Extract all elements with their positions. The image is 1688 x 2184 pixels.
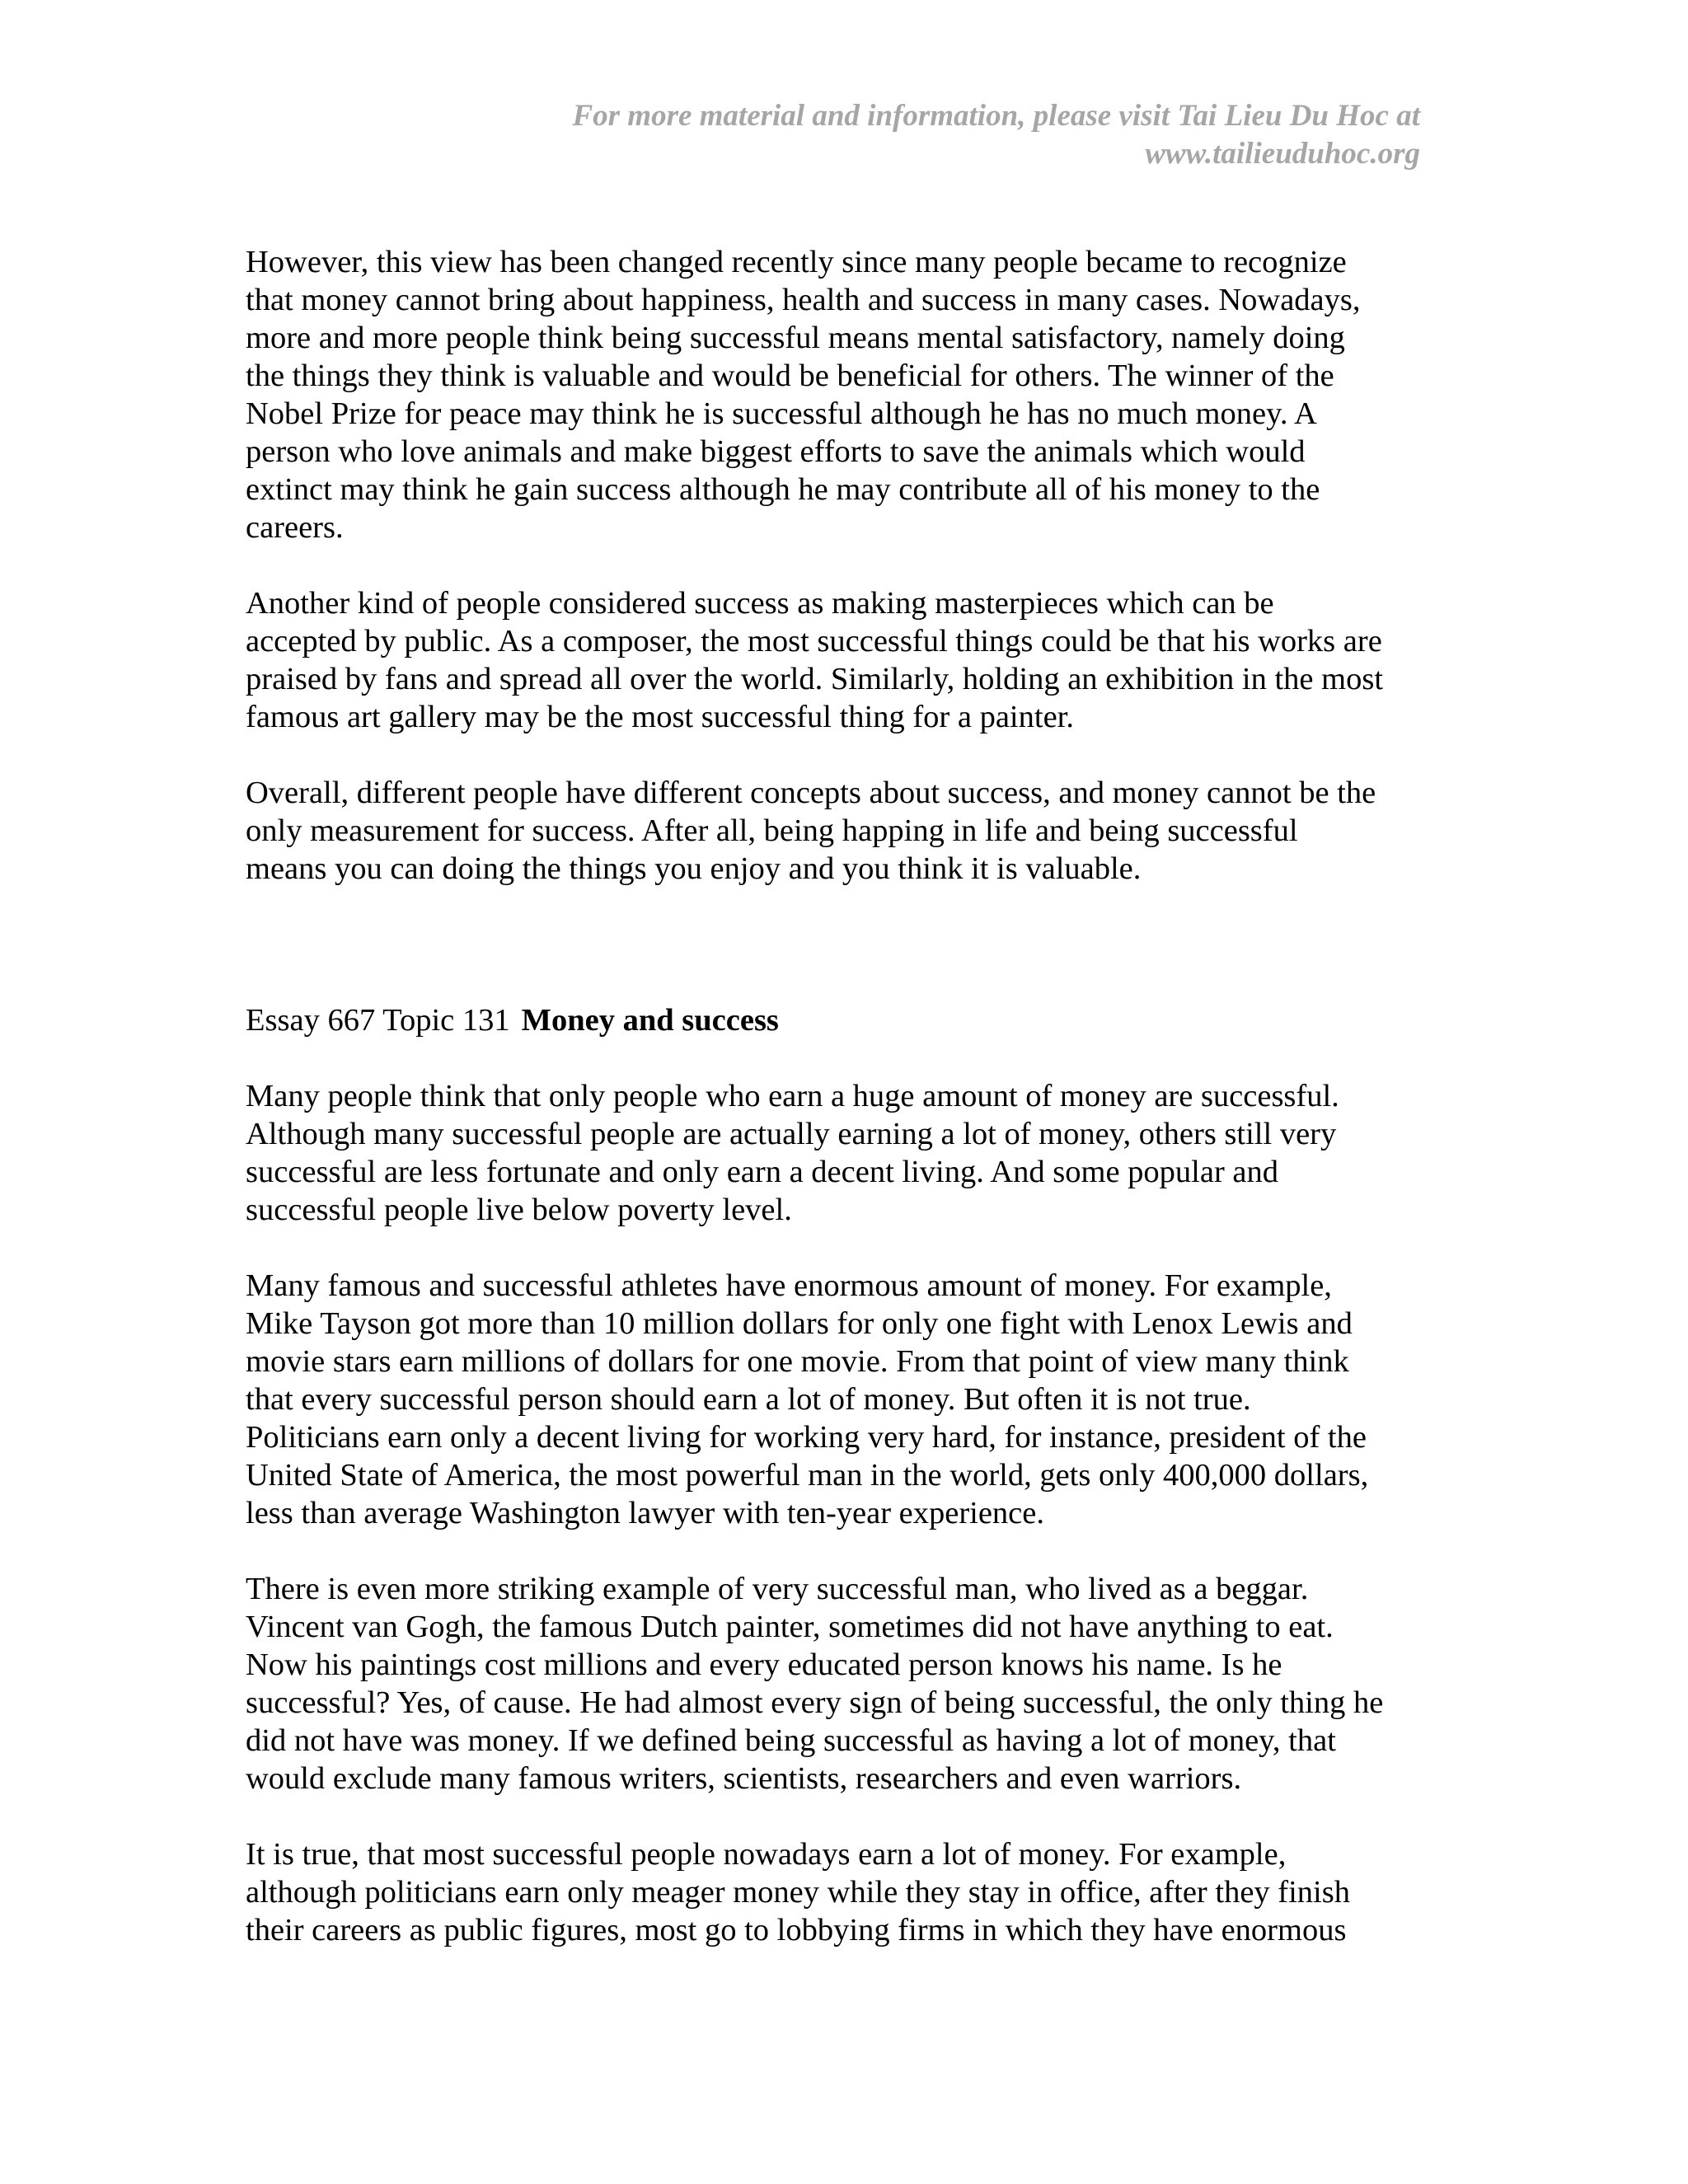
text-line: However, this view has been changed recently since many people became to recognize	[246, 245, 1347, 279]
text-line: means you can doing the things you enjoy and you think it is valuable.	[246, 851, 1142, 886]
text-line: Mike Tayson got more than 10 million dollars for only one fight with Lenox Lewis and	[246, 1306, 1353, 1341]
text-line: successful are less fortunate and only earn a decent living. And some popular and	[246, 1155, 1278, 1189]
essay-heading	[246, 1001, 1432, 1039]
text-line: did not have was money. If we defined being successful as having a lot of money, that	[246, 1723, 1336, 1758]
text-line: only measurement for success. After all, being happing in life and being successful	[246, 813, 1298, 848]
paragraph	[246, 1267, 1432, 1532]
page-header	[266, 97, 1420, 173]
text-line: their careers as public figures, most go to lobbying firms in which they have enormous	[246, 1913, 1347, 1947]
text-line: more and more people think being successful means mental satisfactory, namely doing	[246, 321, 1345, 355]
document-body	[246, 243, 1432, 1949]
text-line: would exclude many famous writers, scientists, researchers and even warriors.	[246, 1761, 1242, 1796]
text-line: praised by fans and spread all over the world. Similarly, holding an exhibition in the most	[246, 662, 1384, 696]
text-line: There is even more striking example of very successful man, who lived as a beggar.	[246, 1572, 1309, 1606]
text-line: Politicians earn only a decent living for working very hard, for instance, president of the	[246, 1420, 1367, 1455]
text-line: person who love animals and make biggest efforts to save the animals which would	[246, 434, 1306, 469]
paragraph	[246, 1835, 1432, 1949]
text-line: Many people think that only people who earn a huge amount of money are successful.	[246, 1079, 1339, 1113]
text-line: accepted by public. As a composer, the most successful things could be that his works are	[246, 624, 1382, 658]
paragraph	[246, 1570, 1432, 1797]
text-line: Vincent van Gogh, the famous Dutch painter, sometimes did not have anything to eat.	[246, 1610, 1334, 1644]
text-line: famous art gallery may be the most successful thing for a painter.	[246, 700, 1074, 734]
text-line: Many famous and successful athletes have enormous amount of money. For example,	[246, 1268, 1332, 1303]
text-line: successful? Yes, of cause. He had almost every sign of being successful, the only thing he	[246, 1685, 1384, 1720]
text-line: Now his paintings cost millions and every educated person knows his name. Is he	[246, 1647, 1282, 1682]
paragraph	[246, 1077, 1432, 1229]
text-line: Nobel Prize for peace may think he is successful although he has no much money. A	[246, 396, 1317, 431]
text-line: careers.	[246, 510, 344, 545]
text-line: extinct may think he gain success although he may contribute all of his money to the	[246, 472, 1320, 507]
text-line: Although many successful people are actually earning a lot of money, others still very	[246, 1117, 1337, 1151]
essay-title: Money and success	[521, 1003, 779, 1038]
paragraph	[246, 243, 1432, 546]
text-line: that money cannot bring about happiness, health and success in many cases. Nowadays,	[246, 283, 1361, 317]
paragraph	[246, 584, 1432, 736]
text-line: that every successful person should earn a lot of money. But often it is not true.	[246, 1382, 1251, 1417]
text-line: although politicians earn only meager money while they stay in office, after they finish	[246, 1875, 1350, 1910]
section-spacer	[246, 888, 1432, 1001]
text-line: the things they think is valuable and would be beneficial for others. The winner of the	[246, 359, 1334, 393]
text-line: Overall, different people have different concepts about success, and money cannot be the	[246, 776, 1376, 810]
text-line: movie stars earn millions of dollars for one movie. From that point of view many think	[246, 1344, 1349, 1379]
text-line: It is true, that most successful people nowadays earn a lot of money. For example,	[246, 1837, 1287, 1872]
essay-label: Essay 667 Topic 131	[246, 1003, 510, 1038]
text-line: less than average Washington lawyer with ten-year experience.	[246, 1496, 1044, 1530]
text-line: Another kind of people considered success as making masterpieces which can be	[246, 586, 1274, 621]
header-url: www.tailieuduhoc.org	[1145, 137, 1420, 171]
text-line: successful people live below poverty level.	[246, 1193, 792, 1227]
text-line: United State of America, the most powerful man in the world, gets only 400,000 dollars,	[246, 1458, 1369, 1493]
paragraph	[246, 774, 1432, 888]
header-line-1: For more material and information, please visit Tai Lieu Du Hoc at	[572, 99, 1420, 133]
